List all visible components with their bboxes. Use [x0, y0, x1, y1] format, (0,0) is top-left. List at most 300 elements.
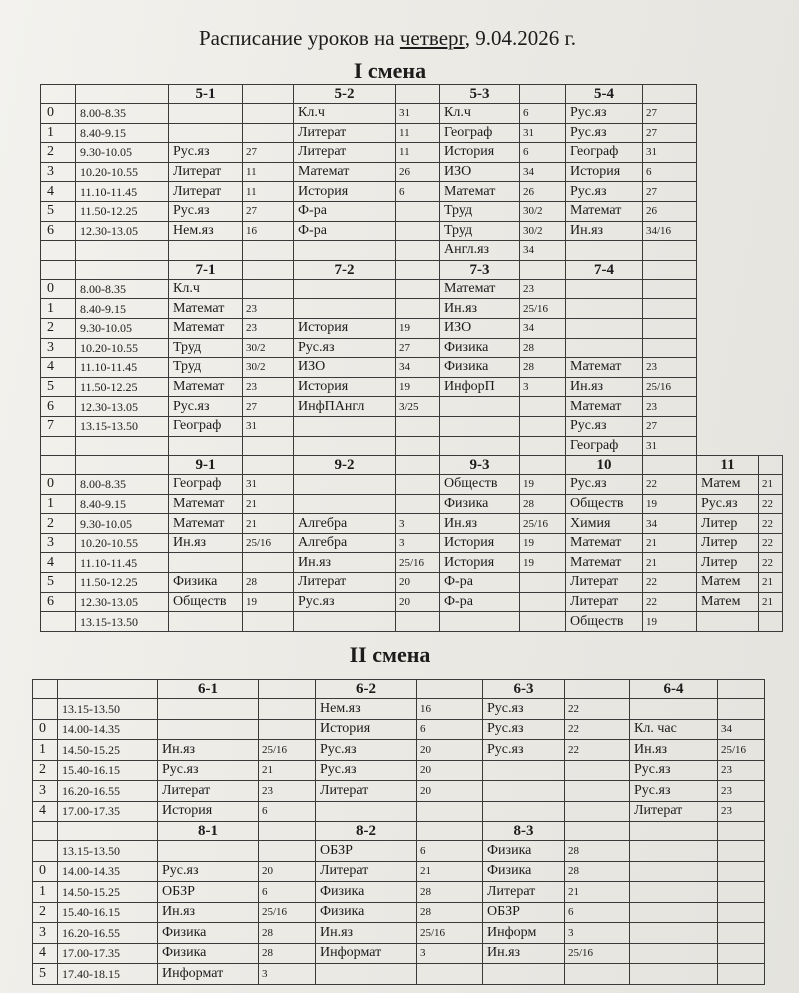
subject-cell: Литерат: [316, 781, 417, 802]
lesson-number: 4: [41, 182, 76, 202]
header-blank: [259, 680, 316, 699]
subject-cell: [294, 299, 396, 319]
lesson-row: [41, 279, 783, 299]
room-cell: 28: [259, 943, 316, 964]
room-cell: 25/16: [520, 514, 566, 534]
room-cell: 26: [643, 201, 697, 221]
room-cell: [718, 861, 765, 882]
room-cell: [643, 279, 697, 299]
subject-cell: Математ: [169, 377, 243, 397]
header-blank: [58, 680, 158, 699]
subject-cell: [294, 494, 396, 514]
room-cell: 23: [520, 279, 566, 299]
lesson-row: [41, 553, 783, 573]
subject-cell: [294, 475, 396, 495]
subject-cell: Рус.яз: [566, 416, 643, 436]
header-blank: [396, 456, 440, 475]
lesson-row: [33, 841, 765, 862]
lesson-row: [41, 475, 783, 495]
header-blank: [565, 680, 630, 699]
lesson-row: [41, 338, 783, 358]
lesson-number: 1: [33, 740, 58, 761]
lesson-row: [33, 740, 765, 761]
subject-cell: Математ: [169, 514, 243, 534]
lesson-number: 0: [33, 861, 58, 882]
room-cell: 6: [396, 182, 440, 202]
subject-cell: История: [294, 377, 396, 397]
lesson-row: [33, 882, 765, 903]
lesson-number: 5: [33, 964, 58, 985]
room-cell: 19: [520, 553, 566, 573]
subject-cell: Информат: [316, 943, 417, 964]
subject-cell: [630, 923, 718, 944]
room-cell: 19: [643, 612, 697, 632]
subject-cell: [630, 699, 718, 720]
room-cell: [718, 882, 765, 903]
lesson-time: 9.30-10.05: [76, 318, 169, 338]
header-blank: [76, 85, 169, 104]
room-cell: 34: [520, 241, 566, 261]
subject-cell: Математ: [169, 494, 243, 514]
room-cell: 6: [417, 719, 483, 740]
room-cell: [259, 719, 316, 740]
header-blank: [520, 456, 566, 475]
room-cell: [643, 241, 697, 261]
room-cell: 11: [243, 162, 294, 182]
room-cell: 26: [520, 182, 566, 202]
subject-cell: Литерат: [169, 162, 243, 182]
subject-cell: ОБЗР: [316, 841, 417, 862]
room-cell: 6: [259, 882, 316, 903]
lesson-number: [33, 841, 58, 862]
subject-cell: Рус.яз: [483, 719, 565, 740]
header-blank: [243, 85, 294, 104]
header-blank: [643, 456, 697, 475]
room-cell: 31: [396, 104, 440, 124]
subject-cell: Литерат: [566, 592, 643, 612]
room-cell: 3: [417, 943, 483, 964]
room-cell: [417, 801, 483, 822]
lesson-number: 1: [41, 494, 76, 514]
room-cell: [243, 104, 294, 124]
room-cell: 27: [243, 143, 294, 163]
subject-cell: Ин.яз: [440, 299, 520, 319]
subject-cell: Кл. час: [630, 719, 718, 740]
lesson-number: 1: [41, 123, 76, 143]
lesson-row: [33, 801, 765, 822]
room-cell: 30/2: [520, 221, 566, 241]
room-cell: 34: [643, 514, 697, 534]
lesson-row: [33, 781, 765, 802]
room-cell: [396, 201, 440, 221]
subject-cell: Рус.яз: [316, 740, 417, 761]
lesson-time: 11.50-12.25: [76, 377, 169, 397]
lesson-number: 6: [41, 592, 76, 612]
subject-cell: ИЗО: [440, 318, 520, 338]
subject-cell: Алгебра: [294, 533, 396, 553]
subject-cell: Математ: [566, 397, 643, 417]
subject-cell: Физика: [169, 573, 243, 593]
subject-cell: [294, 416, 396, 436]
header-blank: [520, 260, 566, 279]
class-name: 7-4: [566, 260, 643, 279]
room-cell: 3/25: [396, 397, 440, 417]
room-cell: 21: [643, 553, 697, 573]
room-cell: 21: [759, 592, 783, 612]
subject-cell: [158, 699, 259, 720]
room-cell: 3: [259, 964, 316, 985]
room-cell: [417, 964, 483, 985]
subject-cell: Химия: [566, 514, 643, 534]
subject-cell: Ин.яз: [566, 377, 643, 397]
class-header-row: [41, 85, 783, 104]
subject-cell: Кл.ч: [169, 279, 243, 299]
class-name: 10: [566, 456, 643, 475]
subject-cell: [316, 801, 417, 822]
room-cell: 21: [565, 882, 630, 903]
room-cell: 20: [396, 592, 440, 612]
room-cell: 23: [643, 397, 697, 417]
subject-cell: [483, 760, 565, 781]
shift1-schedule-table: [40, 84, 783, 632]
subject-cell: Литерат: [294, 573, 396, 593]
room-cell: 20: [396, 573, 440, 593]
header-blank: [565, 822, 630, 841]
lesson-time: 10.20-10.55: [76, 162, 169, 182]
lesson-row: [41, 612, 783, 632]
room-cell: [259, 699, 316, 720]
subject-cell: История: [294, 182, 396, 202]
subject-cell: Обществ: [566, 494, 643, 514]
class-name: 5-4: [566, 85, 643, 104]
room-cell: 34/16: [643, 221, 697, 241]
lesson-time: 10.20-10.55: [76, 338, 169, 358]
lesson-row: [33, 719, 765, 740]
subject-cell: ОБЗР: [483, 902, 565, 923]
lesson-time: 13.15-13.50: [58, 699, 158, 720]
lesson-row: [41, 221, 783, 241]
subject-cell: [294, 279, 396, 299]
class-name: 5-1: [169, 85, 243, 104]
lesson-time: 13.15-13.50: [76, 416, 169, 436]
room-cell: 31: [243, 475, 294, 495]
room-cell: [718, 841, 765, 862]
lesson-number: [41, 241, 76, 261]
room-cell: [759, 612, 783, 632]
subject-cell: Физика: [440, 358, 520, 378]
subject-cell: Физика: [440, 494, 520, 514]
lesson-row: [33, 943, 765, 964]
lesson-number: 2: [41, 318, 76, 338]
room-cell: 19: [396, 318, 440, 338]
lesson-time: 11.10-11.45: [76, 182, 169, 202]
room-cell: 3: [520, 377, 566, 397]
room-cell: [396, 436, 440, 456]
lesson-number: 5: [41, 573, 76, 593]
class-name: 6-1: [158, 680, 259, 699]
lesson-number: 5: [41, 377, 76, 397]
room-cell: [259, 841, 316, 862]
subject-cell: Литерат: [483, 882, 565, 903]
room-cell: [396, 221, 440, 241]
subject-cell: Математ: [440, 279, 520, 299]
lesson-number: 0: [41, 104, 76, 124]
subject-cell: Рус.яз: [697, 494, 759, 514]
subject-cell: Ин.яз: [630, 740, 718, 761]
subject-cell: Литер: [697, 514, 759, 534]
header-blank: [417, 680, 483, 699]
room-cell: 27: [643, 182, 697, 202]
lesson-time: 14.00-14.35: [58, 719, 158, 740]
shift2-title: II смена: [349, 642, 431, 667]
room-cell: 31: [243, 416, 294, 436]
header-blank: [58, 822, 158, 841]
subject-cell: [169, 241, 243, 261]
header-blank: [417, 822, 483, 841]
room-cell: 31: [643, 436, 697, 456]
header-blank: [243, 260, 294, 279]
room-cell: 6: [565, 902, 630, 923]
room-cell: 31: [643, 143, 697, 163]
class-name: 7-3: [440, 260, 520, 279]
lesson-time: 12.30-13.05: [76, 221, 169, 241]
lesson-time: [76, 241, 169, 261]
room-cell: 19: [396, 377, 440, 397]
subject-cell: [158, 719, 259, 740]
subject-cell: Рус.яз: [483, 699, 565, 720]
subject-cell: Англ.яз: [440, 241, 520, 261]
lesson-time: 16.20-16.55: [58, 923, 158, 944]
room-cell: 22: [565, 699, 630, 720]
room-cell: [396, 241, 440, 261]
room-cell: 6: [520, 143, 566, 163]
room-cell: 26: [396, 162, 440, 182]
lesson-number: 2: [41, 514, 76, 534]
room-cell: [520, 592, 566, 612]
room-cell: 11: [396, 143, 440, 163]
lesson-number: 1: [41, 299, 76, 319]
lesson-row: [41, 494, 783, 514]
subject-cell: Обществ: [169, 592, 243, 612]
room-cell: [718, 964, 765, 985]
room-cell: 25/16: [643, 377, 697, 397]
room-cell: [565, 801, 630, 822]
lesson-row: [41, 533, 783, 553]
subject-cell: Ф-ра: [294, 221, 396, 241]
subject-cell: Труд: [169, 358, 243, 378]
room-cell: 30/2: [520, 201, 566, 221]
room-cell: 21: [243, 514, 294, 534]
subject-cell: Рус.яз: [566, 182, 643, 202]
lesson-time: 12.30-13.05: [76, 397, 169, 417]
subject-cell: [294, 436, 396, 456]
room-cell: 34: [718, 719, 765, 740]
subject-cell: Литерат: [630, 801, 718, 822]
subject-cell: Физика: [483, 841, 565, 862]
room-cell: 6: [643, 162, 697, 182]
subject-cell: Ин.яз: [158, 740, 259, 761]
subject-cell: Ин.яз: [440, 514, 520, 534]
room-cell: 25/16: [520, 299, 566, 319]
subject-cell: Рус.яз: [566, 123, 643, 143]
room-cell: [396, 612, 440, 632]
room-cell: 27: [643, 416, 697, 436]
lesson-number: 2: [41, 143, 76, 163]
header-blank: [243, 456, 294, 475]
subject-cell: [697, 612, 759, 632]
lesson-number: 3: [41, 338, 76, 358]
subject-cell: Рус.яз: [294, 338, 396, 358]
room-cell: 28: [565, 841, 630, 862]
room-cell: 27: [643, 104, 697, 124]
subject-cell: Кл.ч: [440, 104, 520, 124]
subject-cell: ИнфорП: [440, 377, 520, 397]
subject-cell: Литер: [697, 553, 759, 573]
room-cell: [243, 123, 294, 143]
lesson-number: [41, 436, 76, 456]
header-blank: [33, 680, 58, 699]
subject-cell: [169, 104, 243, 124]
lesson-row: [41, 397, 783, 417]
subject-cell: История: [440, 143, 520, 163]
lesson-time: 16.20-16.55: [58, 781, 158, 802]
header-blank: [41, 456, 76, 475]
room-cell: 19: [520, 533, 566, 553]
class-name: [630, 822, 718, 841]
class-name: 8-2: [316, 822, 417, 841]
room-cell: 6: [417, 841, 483, 862]
lesson-time: 9.30-10.05: [76, 514, 169, 534]
subject-cell: Обществ: [566, 612, 643, 632]
header-blank: [396, 85, 440, 104]
room-cell: [718, 699, 765, 720]
header-blank: [396, 260, 440, 279]
class-name: 9-3: [440, 456, 520, 475]
subject-cell: [169, 612, 243, 632]
lesson-number: 2: [33, 902, 58, 923]
room-cell: 27: [643, 123, 697, 143]
lesson-time: 10.20-10.55: [76, 533, 169, 553]
subject-cell: Матем: [697, 475, 759, 495]
room-cell: 22: [759, 494, 783, 514]
subject-cell: Математ: [294, 162, 396, 182]
subject-cell: [630, 943, 718, 964]
subject-cell: Кл.ч: [294, 104, 396, 124]
lesson-time: 12.30-13.05: [76, 592, 169, 612]
subject-cell: Рус.яз: [316, 760, 417, 781]
subject-cell: [483, 781, 565, 802]
room-cell: [643, 318, 697, 338]
room-cell: 27: [396, 338, 440, 358]
class-name: 9-1: [169, 456, 243, 475]
room-cell: [243, 241, 294, 261]
room-cell: [565, 781, 630, 802]
subject-cell: Ин.яз: [316, 923, 417, 944]
class-name: 7-1: [169, 260, 243, 279]
class-header-row: [33, 680, 765, 699]
class-name: 6-3: [483, 680, 565, 699]
room-cell: [520, 573, 566, 593]
class-name: 5-3: [440, 85, 520, 104]
room-cell: [520, 416, 566, 436]
room-cell: [718, 943, 765, 964]
lesson-time: 13.15-13.50: [58, 841, 158, 862]
room-cell: 23: [643, 358, 697, 378]
room-cell: 22: [643, 592, 697, 612]
subject-cell: История: [440, 533, 520, 553]
shift2-schedule-table: [32, 679, 765, 985]
lesson-row: [41, 318, 783, 338]
lesson-number: 4: [33, 943, 58, 964]
subject-cell: Информат: [158, 964, 259, 985]
header-blank: [41, 85, 76, 104]
room-cell: 34: [520, 318, 566, 338]
lesson-time: 13.15-13.50: [76, 612, 169, 632]
subject-cell: [566, 318, 643, 338]
room-cell: 30/2: [243, 338, 294, 358]
header-blank: [41, 260, 76, 279]
subject-cell: Математ: [440, 182, 520, 202]
room-cell: [396, 494, 440, 514]
header-blank: [759, 456, 783, 475]
room-cell: [520, 612, 566, 632]
room-cell: 25/16: [718, 740, 765, 761]
subject-cell: [483, 964, 565, 985]
subject-cell: [169, 123, 243, 143]
room-cell: 28: [243, 573, 294, 593]
class-header-row: [41, 456, 783, 475]
subject-cell: Рус.яз: [169, 143, 243, 163]
subject-cell: [630, 841, 718, 862]
room-cell: 28: [417, 882, 483, 903]
lesson-number: [33, 699, 58, 720]
lesson-time: 8.00-8.35: [76, 104, 169, 124]
room-cell: 27: [243, 201, 294, 221]
room-cell: 16: [417, 699, 483, 720]
subject-cell: Труд: [440, 201, 520, 221]
room-cell: 22: [643, 475, 697, 495]
room-cell: 23: [718, 801, 765, 822]
room-cell: [396, 299, 440, 319]
lesson-time: 8.40-9.15: [76, 299, 169, 319]
subject-cell: Рус.яз: [566, 104, 643, 124]
subject-cell: Ф-ра: [440, 592, 520, 612]
header-blank: [33, 822, 58, 841]
subject-cell: Математ: [169, 318, 243, 338]
shift1-title: I смена: [353, 58, 427, 83]
room-cell: 19: [520, 475, 566, 495]
subject-cell: Рус.яз: [169, 397, 243, 417]
subject-cell: Математ: [566, 533, 643, 553]
room-cell: 23: [243, 299, 294, 319]
subject-cell: Нем.яз: [169, 221, 243, 241]
class-header-row: [33, 822, 765, 841]
subject-cell: [566, 279, 643, 299]
lesson-row: [33, 923, 765, 944]
lesson-row: [41, 436, 783, 456]
subject-cell: [630, 964, 718, 985]
lesson-row: [41, 104, 783, 124]
subject-cell: Рус.яз: [630, 781, 718, 802]
subject-cell: Литер: [697, 533, 759, 553]
room-cell: [718, 923, 765, 944]
subject-cell: Обществ: [440, 475, 520, 495]
subject-cell: Географ: [440, 123, 520, 143]
room-cell: 11: [243, 182, 294, 202]
room-cell: 25/16: [565, 943, 630, 964]
class-name: 5-2: [294, 85, 396, 104]
room-cell: 21: [759, 475, 783, 495]
